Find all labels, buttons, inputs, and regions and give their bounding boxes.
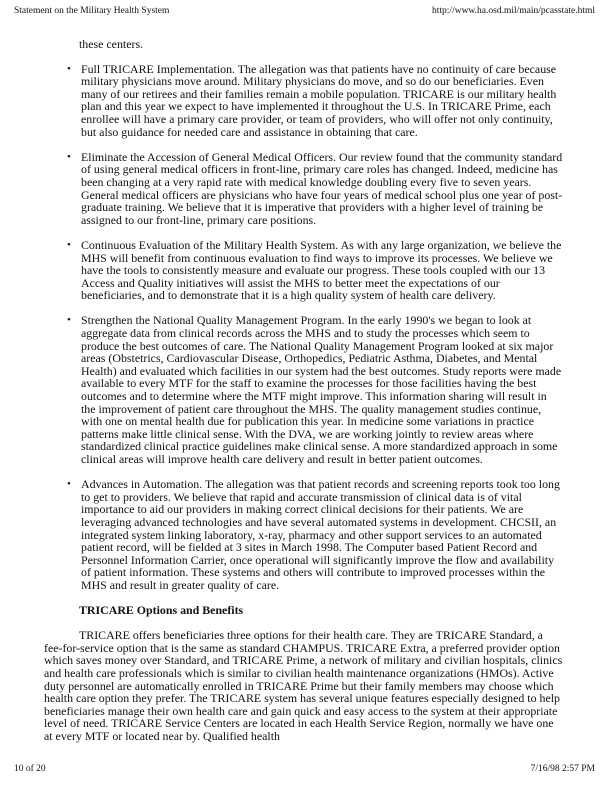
list-item-text: Full TRICARE Implementation. The allegation was that patients have no continuity of care because military physicians move around. Military physicians do move, and so do our beneficiaries. Even many of our retirees and their families remain a mobile population. TRICARE is our military health plan and this year we expect to have implemented it throughout the U.S. In TRICARE Prime, each enrollee will have a primary care provider, or team of providers, who will offer not only continuity, but also guidance for needed care and assistance in obtaining that care. bbox=[81, 61, 557, 139]
bullet-icon: • bbox=[67, 150, 71, 163]
list-item-text: Advances in Automation. The allegation was that patient records and screening reports took too long to get to providers. We believe that rapid and accurate transmission of clinical data is of vital importance to aid our providers in making correct clinical decisions for their patients. We are leveraging advanced technologies and have several automated systems in development. CHCSII, an integrated system linking laboratory, x-ray, pharmacy and other support services to an automated patient record, will be fielded at 3 sites in March 1998. The Computer based Patient Record and Personnel Information Carrier, once operational will significantly improve the flow and availability of patient information. These systems and others will contribute to improved processes within the MHS and result in greater quality of care. bbox=[81, 477, 560, 592]
list-item-text: Eliminate the Accession of General Medical Officers. Our review found that the community standard of using general medical officers in front-line, primary care roles has changed. Indeed, medicine has been changing at a very rapid rate with medical knowledge doubling every five to seven years. General medical officers are physicians who have four years of medical school plus one year of post-graduate training. We believe that it is imperative that providers with a higher level of training be assigned to our front-line, primary care positions. bbox=[81, 149, 563, 227]
bullet-icon: • bbox=[67, 314, 71, 327]
page-header-title: Statement on the Military Health System bbox=[14, 6, 170, 16]
list-item bbox=[44, 63, 564, 139]
list-item bbox=[44, 478, 564, 591]
list-item-text: Strengthen the National Quality Management Program. In the early 1990's we began to look at aggregate data from clinical records across the MHS and to study the processes which seem to produce the best outcomes of care. The National Quality Management Program looked at six major areas (Obstetrics, Cardiovascular Disease, Orthopedics, Pediatric Asthma, Diabetes, and Mental Health) and evaluated which facilities in our system had the best outcomes. Study reports were made available to every MTF for the staff to examine the processes for those facilities having the best outcomes and to determine where the MTF might improve. This information sharing will result in the improvement of patient care throughout the MHS. The quality management studies continue, with one on mental health due for publication this year. In medicine some variations in practice patterns make little clinical sense. With the DVA, we are working jointly to review areas where standardized clinical practice guidelines make clinical sense. A more standardized approach in some clinical areas will improve health care delivery and result in better patient outcomes. bbox=[81, 313, 562, 466]
list-item bbox=[44, 151, 564, 227]
page-header-url: http://www.ha.osd.mil/main/pcasstate.html bbox=[432, 6, 595, 16]
document-body bbox=[44, 38, 564, 742]
list-item-text: Continuous Evaluation of the Military Health System. As with any large organization, we believe the MHS will benefit from continuous evaluation to find ways to improve its processes. We believe we have the tools to consistently measure and evaluate our progress. These tools coupled with our 13 Access and Quality initiatives will assist the MHS to better meet the expectations of our beneficiaries, and to demonstrate that it is a high quality system of health care delivery. bbox=[81, 237, 562, 303]
print-timestamp: 7/16/98 2:57 PM bbox=[530, 764, 595, 774]
page-number: 10 of 20 bbox=[14, 764, 46, 774]
section-paragraph: TRICARE offers beneficiaries three options for their health care. They are TRICARE Standard, a fee-for-service option that is the same as standard CHAMPUS. TRICARE Extra, a preferred provider option which saves money over Standard, and TRICARE Prime, a network of military and civilian hospitals, clinics and health care professionals which is similar to civilian health maintenance organizations (HMOs). Active duty personnel are automatically enrolled in TRICARE Prime but their family members may choose which health care option they prefer. The TRICARE system has several unique features especially designed to help beneficiaries manage their own health care and gain quick and easy access to the system at their appropriate level of need. TRICARE Service Centers are located in each Health Service Region, normally we have one at every MTF or located near by. Qualified health bbox=[44, 628, 563, 743]
initiatives-list bbox=[44, 63, 564, 592]
section-heading: TRICARE Options and Benefits bbox=[79, 603, 244, 618]
bullet-icon: • bbox=[67, 478, 71, 491]
list-item bbox=[44, 239, 564, 302]
bullet-icon: • bbox=[67, 238, 71, 251]
bullet-icon: • bbox=[67, 62, 71, 75]
list-item bbox=[44, 314, 564, 465]
continuation-text: these centers. bbox=[79, 37, 144, 51]
